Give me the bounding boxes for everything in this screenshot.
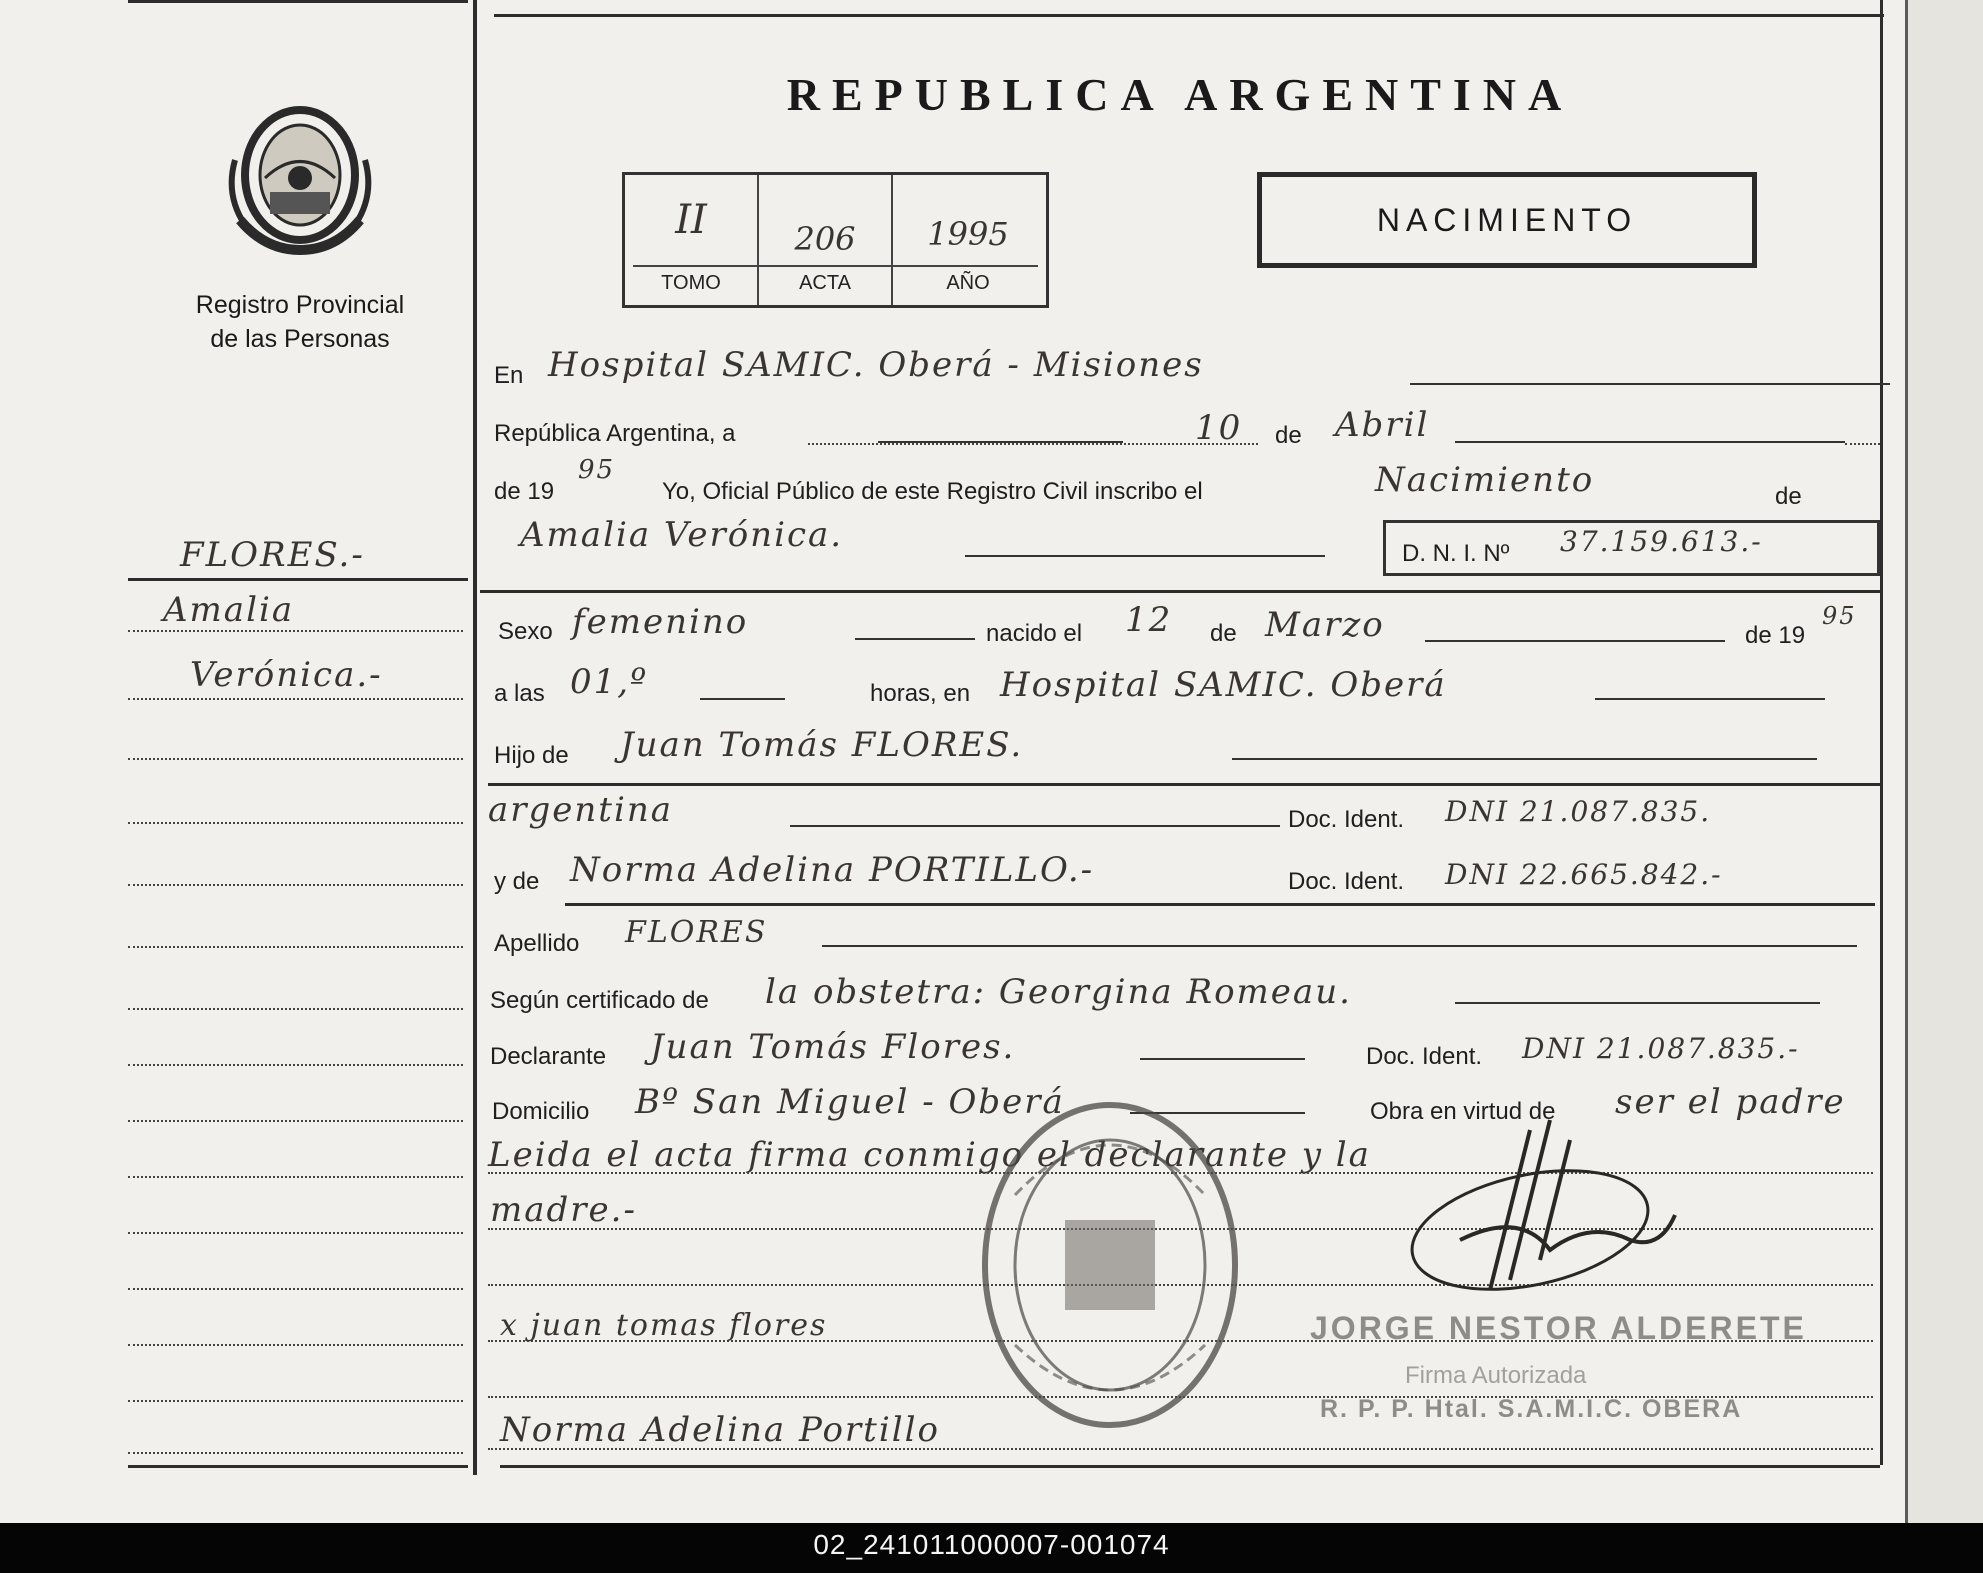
day-rule [878,441,1123,443]
doc-ident-label-3: Doc. Ident. [1366,1043,1483,1070]
en-label: En [494,362,524,389]
nacido-month: Marzo [1265,605,1385,645]
record-box-rule [633,265,1038,267]
official-title: Firma Autorizada [1405,1362,1587,1389]
margin-line [128,822,463,824]
nacido-line [1425,640,1725,642]
segun-line [1455,1002,1820,1004]
domicilio-value: Bº San Miguel - Oberá [635,1082,1065,1122]
margin-divider [473,0,477,1475]
year-value: 95 [578,455,616,485]
nacido-year: 95 [1822,602,1857,630]
registry-stamp-icon [975,1095,1245,1435]
margin-given-name-1: Amalia [163,590,295,630]
registry-line-2: de las Personas [210,325,390,353]
declarante-line [1140,1058,1305,1060]
margin-line [128,1344,463,1346]
observation-line-2: madre.- [490,1190,637,1230]
registry-line-1: Registro Provincial [195,291,405,319]
child-name: Amalia Verónica. [520,515,844,555]
signature-mother: Norma Adelina Portillo [500,1410,940,1450]
record-box [622,172,1049,308]
sexo-label: Sexo [498,618,553,645]
day-value: 10 [1195,408,1243,448]
father-name: Juan Tomás FLORES. [620,725,1024,765]
alas-label: a las [494,680,545,707]
sexo-line [855,638,975,640]
de-label: de [1275,422,1302,449]
alas-value: 01,º [570,662,649,702]
de-label-2: de [1775,483,1802,510]
top-rule-left [128,0,468,3]
tomo-label: TOMO [661,272,721,294]
month-dots [1845,443,1880,445]
province-seal-icon [225,100,375,260]
horas-value: Hospital SAMIC. Oberá [1000,665,1447,705]
margin-line [128,946,463,948]
section-rule [488,783,1880,786]
registry-name [170,288,430,356]
margin-line [128,1232,463,1234]
image-id-caption: 02_241011000007-001074 [813,1529,1170,1560]
declarante-value: Juan Tomás Flores. [650,1027,1016,1067]
sexo-value: femenino [572,602,749,642]
country-title: REPUBLICA ARGENTINA [786,69,1574,120]
child-name-line [965,555,1325,557]
observation-line-1: Leida el acta firma conmigo el declarante y la [488,1135,1371,1175]
signature-father: x juan tomas flores [500,1308,828,1343]
alas-line [700,698,785,700]
margin-line [128,1120,463,1122]
nacido-label: nacido el [986,620,1083,647]
anio-value: 1995 [927,215,1009,253]
margin-rule [128,578,468,581]
dni-value: 37.159.613.- [1560,525,1763,558]
margin-line [128,1452,463,1454]
official-office: R. P. P. Htal. S.A.M.I.C. OBERA [1320,1395,1743,1423]
segun-label: Según certificado de [490,987,709,1014]
month-line [1455,441,1845,443]
mother-rule [565,903,1875,906]
official-signature-icon [1400,1110,1700,1320]
de-label-3: de [1210,620,1237,647]
margin-line [128,884,463,886]
margin-line [128,758,463,760]
obra-label: Obra en virtud de [1370,1098,1556,1125]
official-name: JORGE NESTOR ALDERETE [1310,1310,1807,1346]
tomo-value: II [675,197,707,243]
acta-label: ACTA [799,272,851,294]
margin-line [128,1008,463,1010]
father-doc: DNI 21.087.835. [1445,795,1712,828]
anio-label: AÑO [946,272,990,294]
bottom-rule-right [500,1465,1880,1468]
doc-ident-label: Doc. Ident. [1288,806,1405,833]
margin-line [128,698,463,700]
margin-line [128,1064,463,1066]
margin-line [128,1288,463,1290]
doc-ident-label-2: Doc. Ident. [1288,868,1405,895]
margin-given-name-2: Verónica.- [190,655,383,695]
father-nationality: argentina [488,790,674,830]
nacido-day: 12 [1125,600,1173,640]
inscribo-value: Nacimiento [1375,460,1595,500]
horas-line [1595,698,1825,700]
yo-label: Yo, Oficial Público de este Registro Civil inscribo el [662,478,1203,505]
right-border [1880,0,1883,1465]
mother-doc: DNI 22.665.842.- [1445,858,1723,891]
margin-line [128,630,463,632]
dni-label: D. N. I. Nº [1402,540,1510,567]
de19-label-2: de 19 [1745,622,1806,649]
en-line [1410,383,1890,385]
top-rule-right [494,14,1884,17]
nationality-line [790,825,1280,827]
hijo-label: Hijo de [494,742,569,769]
yde-label: y de [494,868,540,895]
acta-value: 206 [794,220,856,258]
record-type: NACIMIENTO [1257,172,1757,268]
day-line [808,443,1258,445]
de19-label: de 19 [494,478,555,505]
father-line [1232,758,1817,760]
declarante-label: Declarante [490,1043,607,1070]
apellido-value: FLORES [625,915,768,950]
section-rule [480,590,1880,593]
domicilio-label: Domicilio [492,1098,590,1125]
mother-name: Norma Adelina PORTILLO.- [570,850,1095,890]
republica-label: República Argentina, a [494,420,736,447]
month-value: Abril [1335,405,1430,445]
margin-line [128,1400,463,1402]
apellido-line [822,945,1857,947]
obra-value: ser el padre [1615,1082,1846,1122]
declarante-doc: DNI 21.087.835.- [1522,1032,1800,1065]
page-edge [1905,0,1983,1523]
margin-surname: FLORES.- [180,535,365,575]
margin-line [128,1176,463,1178]
horas-label: horas, en [870,680,971,707]
en-value: Hospital SAMIC. Oberá - Misiones [548,345,1204,385]
bottom-rule-left [128,1465,468,1468]
apellido-label: Apellido [494,930,580,957]
segun-value: la obstetra: Georgina Romeau. [765,972,1352,1012]
